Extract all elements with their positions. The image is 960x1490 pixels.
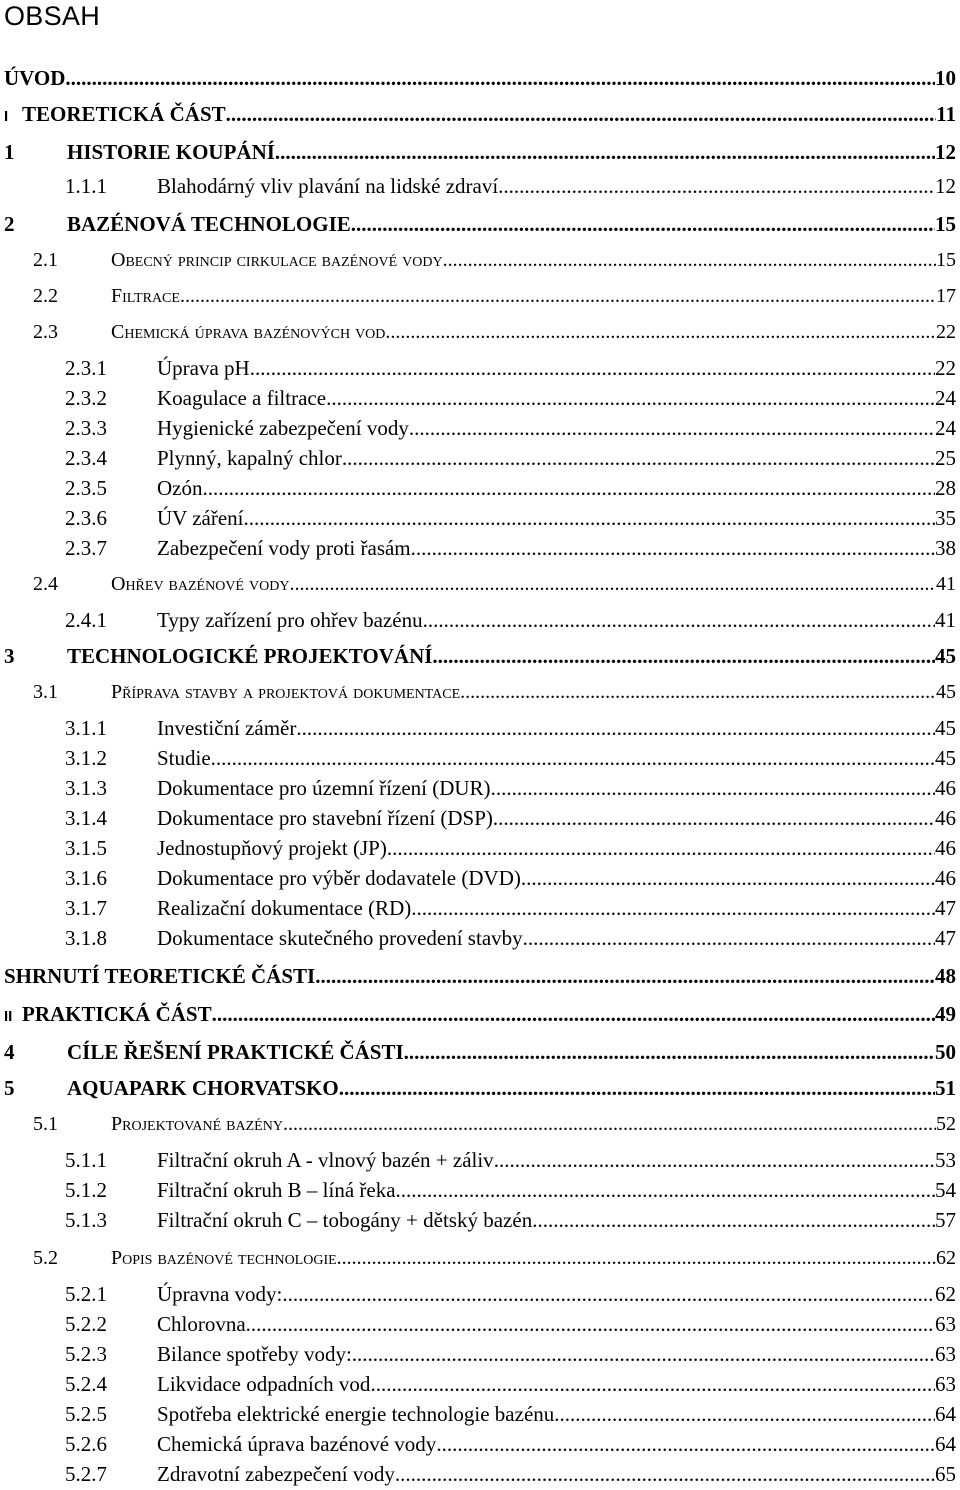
toc-entry[interactable]	[4, 962, 956, 990]
toc-dot-leader	[275, 138, 935, 166]
toc-dot-leader	[315, 962, 935, 990]
toc-entry[interactable]	[65, 924, 956, 952]
toc-dot-leader	[443, 246, 936, 274]
toc-entry-page-number: 46	[935, 776, 956, 800]
toc-entry-title: Obecný princip cirkulace bazénové vody	[111, 249, 443, 271]
toc-entry-title: Typy zařízení pro ohřev bazénu	[157, 608, 423, 632]
toc-dot-leader	[396, 1176, 935, 1204]
toc-entry-title: Úpravna vody:	[157, 1282, 283, 1306]
toc-entry-page-number: 48	[935, 964, 956, 988]
toc-entry-page-number: 53	[935, 1148, 956, 1172]
toc-entry-page-number: 63	[935, 1372, 956, 1396]
toc-entry[interactable]	[4, 1074, 956, 1102]
toc-entry-title: Ohřev bazénové vody	[111, 573, 290, 595]
toc-entry-page-number: 62	[936, 1247, 956, 1269]
toc-entry[interactable]	[65, 894, 956, 922]
toc-entry-page-number: 12	[935, 174, 956, 198]
toc-entry-page-number: 12	[935, 140, 956, 164]
toc-entry[interactable]	[65, 504, 956, 532]
toc-entry[interactable]	[65, 1146, 956, 1174]
toc-entry-title: Zabezpečení vody proti řasám	[157, 536, 411, 560]
toc-dot-leader	[283, 1110, 936, 1138]
toc-entry-page-number: 24	[935, 416, 956, 440]
toc-entry-page-number: 28	[935, 476, 956, 500]
toc-entry-title: Dokumentace pro výběr dodavatele (DVD)	[157, 866, 521, 890]
toc-entry[interactable]	[4, 64, 956, 92]
toc-entry-page-number: 35	[935, 506, 956, 530]
toc-entry[interactable]	[65, 1206, 956, 1234]
toc-entry-page-number: 17	[936, 285, 956, 307]
toc-entry-title: Realizační dokumentace (RD)	[157, 896, 412, 920]
toc-dot-leader	[493, 804, 935, 832]
toc-entry-number: 5.2.4	[65, 1372, 107, 1396]
toc-entry-title: AQUAPARK CHORVATSKO	[67, 1076, 339, 1100]
toc-dot-leader	[370, 1370, 935, 1398]
toc-entry-page-number: 47	[935, 926, 956, 950]
toc-entry-page-number: 22	[935, 356, 956, 380]
toc-entry-number: 5.2	[33, 1247, 58, 1269]
toc-entry[interactable]	[4, 1038, 956, 1066]
toc-entry[interactable]	[4, 100, 956, 131]
toc-entry-number: 3.1.4	[65, 806, 107, 830]
toc-entry-page-number: 11	[936, 102, 956, 126]
toc-entry-page-number: 45	[936, 681, 956, 703]
toc-entry-page-number: 50	[935, 1040, 956, 1064]
toc-entry[interactable]	[4, 1000, 956, 1031]
toc-dot-leader	[226, 100, 937, 128]
toc-entry-number: 5.2.2	[65, 1312, 107, 1336]
toc-entry-page-number: 41	[935, 608, 956, 632]
toc-entry-number: 2.3	[33, 321, 58, 343]
toc-entry-title: HISTORIE KOUPÁNÍ	[67, 140, 275, 164]
toc-entry-title: Bilance spotřeby vody:	[157, 1342, 352, 1366]
toc-entry-number: 3.1.7	[65, 896, 107, 920]
toc-dot-leader	[395, 1460, 935, 1488]
toc-entry-title: Jednostupňový projekt (JP)	[157, 836, 387, 860]
toc-dot-leader	[411, 894, 935, 922]
toc-entry-number: 5.1.3	[65, 1208, 107, 1232]
toc-entry-title: Hygienické zabezpečení vody	[157, 416, 409, 440]
toc-entry-page-number: 64	[935, 1432, 956, 1456]
toc-dot-leader	[523, 924, 935, 952]
toc-entry[interactable]	[65, 804, 956, 832]
toc-entry[interactable]	[33, 570, 956, 598]
toc-dot-leader	[203, 474, 936, 502]
toc-dot-leader	[212, 1000, 935, 1028]
toc-entry-title: PRAKTICKÁ ČÁST	[22, 1002, 212, 1026]
toc-entry-number: 3.1	[33, 681, 58, 703]
toc-entry[interactable]	[4, 138, 956, 166]
toc-entry-title: CÍLE ŘEŠENÍ PRAKTICKÉ ČÁSTI	[67, 1040, 404, 1064]
toc-entry-page-number: 62	[935, 1282, 956, 1306]
toc-entry[interactable]	[65, 172, 956, 200]
toc-entry-page-number: 15	[936, 249, 956, 271]
toc-entry[interactable]	[65, 1370, 956, 1398]
toc-entry-title: Popis bazénové technologie	[111, 1247, 337, 1269]
toc-entry-number: 5.1	[33, 1113, 58, 1135]
toc-entry[interactable]	[65, 744, 956, 772]
toc-entry-page-number: 63	[935, 1342, 956, 1366]
toc-entry-page-number: 49	[935, 1002, 956, 1026]
toc-entry[interactable]	[33, 1110, 956, 1138]
page-title: OBSAH	[4, 1, 101, 31]
toc-entry[interactable]	[65, 384, 956, 412]
toc-dot-leader	[436, 1430, 935, 1458]
toc-entry-number: 3.1.2	[65, 746, 107, 770]
toc-entry-number: 2.3.5	[65, 476, 107, 500]
toc-dot-leader	[339, 1074, 935, 1102]
toc-entry-number: 5.2.1	[65, 1282, 107, 1306]
toc-entry-page-number: 45	[935, 716, 956, 740]
toc-entry[interactable]	[33, 1244, 956, 1272]
toc-entry-number: 2.3.3	[65, 416, 107, 440]
toc-entry-page-number: 45	[935, 644, 956, 668]
toc-entry-title: BAZÉNOVÁ TECHNOLOGIE	[67, 212, 351, 236]
toc-entry-number: 3	[4, 644, 15, 668]
toc-entry-number: II	[4, 1008, 13, 1025]
toc-dot-leader	[521, 864, 935, 892]
toc-dot-leader	[282, 1280, 935, 1308]
toc-entry-title: Likvidace odpadních vod	[157, 1372, 371, 1396]
toc-dot-leader	[491, 774, 935, 802]
toc-dot-leader	[296, 714, 935, 742]
toc-dot-leader	[246, 1310, 935, 1338]
toc-entry-title: ÚVOD	[4, 66, 66, 90]
toc-entry-page-number: 52	[936, 1113, 956, 1135]
toc-entry-number: 5	[4, 1076, 15, 1100]
toc-entry-page-number: 15	[935, 212, 956, 236]
toc-entry-title: Chemická úprava bazénových vod	[111, 321, 386, 343]
toc-entry-number: 2.4	[33, 573, 58, 595]
toc-entry-title: Ozón	[157, 476, 203, 500]
toc-dot-leader	[385, 318, 936, 346]
toc-dot-leader	[409, 414, 935, 442]
toc-entry[interactable]	[65, 714, 956, 742]
toc-entry-number: 3.1.6	[65, 866, 107, 890]
toc-entry[interactable]	[65, 1460, 956, 1488]
toc-dot-leader	[211, 744, 935, 772]
toc-entry-title: Projektované bazény	[111, 1113, 283, 1135]
toc-entry[interactable]	[65, 1430, 956, 1458]
toc-entry[interactable]	[65, 414, 956, 442]
toc-entry-number: 2.4.1	[65, 608, 107, 632]
toc-entry[interactable]	[65, 1400, 956, 1428]
toc-entry-page-number: 38	[935, 536, 956, 560]
toc-entry-number: 1	[4, 140, 15, 164]
toc-entry-number: 2.3.1	[65, 356, 107, 380]
toc-entry-title: SHRNUTÍ TEORETICKÉ ČÁSTI	[4, 964, 316, 988]
toc-entry-page-number: 54	[935, 1178, 956, 1202]
toc-entry-page-number: 47	[935, 896, 956, 920]
toc-dot-leader	[351, 210, 935, 238]
toc-entry-title: Filtrace	[111, 285, 180, 307]
toc-dot-leader	[532, 1206, 935, 1234]
toc-entry-number: 3.1.1	[65, 716, 107, 740]
toc-dot-leader	[387, 834, 935, 862]
toc-entry-number: 5.2.7	[65, 1462, 107, 1486]
toc-entry-number: 1.1.1	[65, 174, 107, 198]
toc-dot-leader	[342, 444, 935, 472]
toc-dot-leader	[423, 606, 935, 634]
toc-dot-leader	[180, 282, 936, 310]
toc-entry-title: Studie	[157, 746, 211, 770]
toc-entry[interactable]	[65, 774, 956, 802]
toc-entry-page-number: 25	[935, 446, 956, 470]
toc-entry-number: 5.2.3	[65, 1342, 107, 1366]
toc-entry-page-number: 65	[935, 1462, 956, 1486]
toc-entry-page-number: 45	[935, 746, 956, 770]
toc-entry-number: 2	[4, 212, 15, 236]
toc-entry-title: Plynný, kapalný chlor	[157, 446, 342, 470]
toc-entry-number: 3.1.3	[65, 776, 107, 800]
toc-entry[interactable]	[33, 678, 956, 706]
toc-dot-leader	[460, 678, 936, 706]
toc-entry-page-number: 51	[935, 1076, 956, 1100]
toc-dot-leader	[352, 1340, 935, 1368]
toc-entry-page-number: 46	[935, 836, 956, 860]
toc-entry-title: Investiční záměr	[157, 716, 297, 740]
toc-entry-title: Filtrační okruh A - vlnový bazén + záliv	[157, 1148, 494, 1172]
toc-entry[interactable]	[65, 1340, 956, 1368]
toc-entry-page-number: 41	[936, 573, 956, 595]
toc-entry-page-number: 24	[935, 386, 956, 410]
toc-entry-number: 2.3.6	[65, 506, 107, 530]
toc-entry-title: Spotřeba elektrické energie technologie bazénu	[157, 1402, 555, 1426]
toc-entry[interactable]	[33, 318, 956, 346]
toc-entry-page-number: 63	[935, 1312, 956, 1336]
toc-entry-title: TECHNOLOGICKÉ PROJEKTOVÁNÍ	[67, 644, 433, 668]
toc-entry-title: Zdravotní zabezpečení vody	[157, 1462, 395, 1486]
toc-entry[interactable]	[65, 1280, 956, 1308]
toc-entry[interactable]	[4, 642, 956, 670]
toc-dot-leader	[498, 172, 935, 200]
toc-entry-number: 3.1.5	[65, 836, 107, 860]
toc-dot-leader	[554, 1400, 935, 1428]
toc-entry-title: Úprava pH	[157, 356, 250, 380]
toc-entry-number: 4	[4, 1040, 15, 1064]
toc-entry[interactable]	[65, 534, 956, 562]
toc-entry-page-number: 22	[936, 321, 956, 343]
toc-dot-leader	[404, 1038, 935, 1066]
toc-entry-page-number: 46	[935, 806, 956, 830]
toc-entry-title: Chlorovna	[157, 1312, 246, 1336]
toc-entry[interactable]	[65, 354, 956, 382]
toc-dot-leader	[289, 570, 936, 598]
toc-entry-page-number: 57	[935, 1208, 956, 1232]
toc-entry-page-number: 46	[935, 866, 956, 890]
toc-entry-number: I	[4, 108, 9, 125]
toc-entry[interactable]	[65, 606, 956, 634]
toc-entry[interactable]	[33, 282, 956, 310]
toc-entry[interactable]	[65, 864, 956, 892]
toc-entry-title: Chemická úprava bazénové vody	[157, 1432, 437, 1456]
toc-entry-number: 2.3.2	[65, 386, 107, 410]
toc-entry-number: 3.1.8	[65, 926, 107, 950]
toc-dot-leader	[244, 504, 936, 532]
toc-entry[interactable]	[65, 474, 956, 502]
toc-entry[interactable]	[65, 1176, 956, 1204]
toc-entry-page-number: 10	[935, 66, 956, 90]
toc-entry-number: 2.2	[33, 285, 58, 307]
toc-dot-leader	[494, 1146, 935, 1174]
toc-entry-number: 5.1.2	[65, 1178, 107, 1202]
toc-entry-number: 2.3.7	[65, 536, 107, 560]
toc-dot-leader	[337, 1244, 936, 1272]
toc-entry-title: ÚV záření	[157, 506, 244, 530]
toc-entry[interactable]	[65, 444, 956, 472]
toc-entry-title: Filtrační okruh B – líná řeka	[157, 1178, 396, 1202]
toc-entry-title: Dokumentace pro stavební řízení (DSP)	[157, 806, 493, 830]
toc-dot-leader	[65, 64, 935, 92]
toc-entry-number: 5.2.6	[65, 1432, 107, 1456]
toc-entry[interactable]	[65, 1310, 956, 1338]
toc-entry[interactable]	[33, 246, 956, 274]
toc-entry-number: 5.1.1	[65, 1148, 107, 1172]
toc-entry-number: 2.3.4	[65, 446, 107, 470]
toc-entry-title: Příprava stavby a projektová dokumentace	[111, 681, 461, 703]
toc-entry-title: Dokumentace pro územní řízení (DUR)	[157, 776, 491, 800]
toc-dot-leader	[250, 354, 935, 382]
toc-dot-leader	[326, 384, 935, 412]
toc-dot-leader	[411, 534, 935, 562]
toc-entry-title: TEORETICKÁ ČÁST	[22, 102, 226, 126]
toc-entry-page-number: 64	[935, 1402, 956, 1426]
toc-entry-number: 5.2.5	[65, 1402, 107, 1426]
toc-entry-title: Blahodárný vliv plavání na lidské zdraví	[157, 174, 499, 198]
toc-entry-title: Dokumentace skutečného provedení stavby	[157, 926, 523, 950]
toc-entry-title: Filtrační okruh C – tobogány + dětský bazén	[157, 1208, 533, 1232]
toc-entry[interactable]	[4, 210, 956, 238]
toc-entry[interactable]	[65, 834, 956, 862]
toc-entry-title: Koagulace a filtrace	[157, 386, 327, 410]
toc-dot-leader	[432, 642, 935, 670]
toc-entry-number: 2.1	[33, 249, 58, 271]
